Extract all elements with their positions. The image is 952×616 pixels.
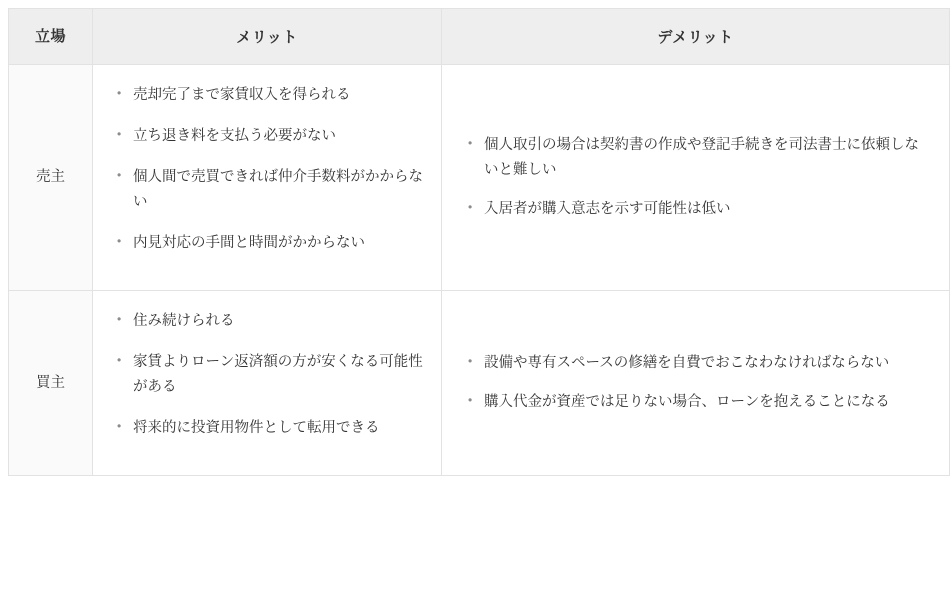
buyer-merit-list <box>115 309 425 441</box>
column-header-merit: メリット <box>93 9 442 65</box>
column-header-position: 立場 <box>9 9 93 65</box>
list-item: • 内見対応の手間と時間がかからない <box>115 231 425 256</box>
merit-demerit-comparison-table <box>8 8 950 476</box>
list-item: • 設備や専有スペースの修繕を自費でおこなわなければならない <box>466 351 933 376</box>
list-item: • 住み続けられる <box>115 309 425 334</box>
list-item: • 売却完了まで家賃収入を得られる <box>115 83 425 108</box>
list-item: • 立ち退き料を支払う必要がない <box>115 124 425 149</box>
list-item: • 個人間で売買できれば仲介手数料がかからない <box>115 165 425 215</box>
seller-merits-cell <box>93 65 442 291</box>
table-header <box>9 9 950 65</box>
list-item: • 将来的に投資用物件として転用できる <box>115 416 425 441</box>
buyer-merits-cell <box>93 290 442 475</box>
list-item: • 購入代金が資産では足りない場合、ローンを抱えることになる <box>466 390 933 415</box>
list-item: • 入居者が購入意志を示す可能性は低い <box>466 197 933 222</box>
seller-merit-list <box>115 83 425 256</box>
list-item: • 家賃よりローン返済額の方が安くなる可能性がある <box>115 350 425 400</box>
comparison-table-container <box>0 8 952 476</box>
column-header-demerit: デメリット <box>442 9 950 65</box>
buyer-demerit-list <box>466 351 933 415</box>
table-body <box>9 65 950 475</box>
table-row <box>9 290 950 475</box>
row-position-buyer: 買主 <box>9 290 93 475</box>
seller-demerits-cell <box>442 65 950 291</box>
list-item: • 個人取引の場合は契約書の作成や登記手続きを司法書士に依頼しないと難しい <box>466 133 933 183</box>
table-row <box>9 65 950 291</box>
buyer-demerits-cell <box>442 290 950 475</box>
seller-demerit-list <box>466 133 933 222</box>
row-position-seller: 売主 <box>9 65 93 291</box>
table-header-row <box>9 9 950 65</box>
